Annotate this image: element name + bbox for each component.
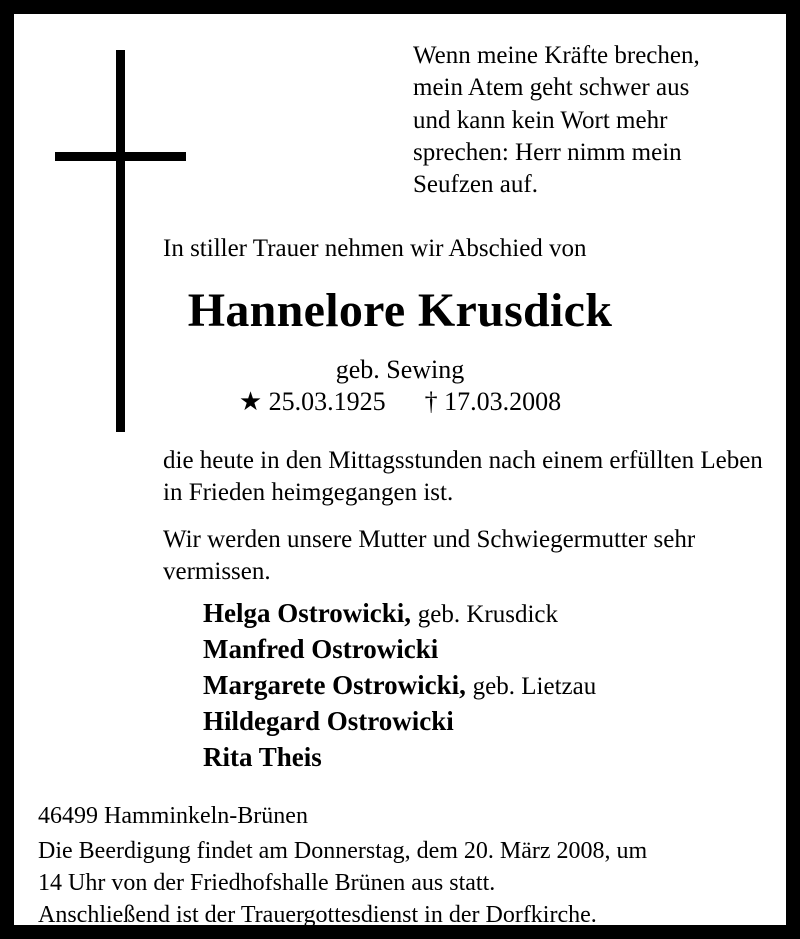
survivor-suffix: geb. Lietzau	[472, 672, 597, 700]
notice-inner-frame	[14, 14, 786, 929]
verse-line-2: mein Atem geht schwer aus	[413, 74, 690, 102]
paragraph-passing: die heute in den Mittagsstunden nach einem erfüllten Leben in Frieden heimgegangen ist.	[163, 447, 763, 507]
list-item	[203, 704, 800, 740]
funeral-line-2: 14 Uhr von der Friedhofshalle Brünen aus statt.	[38, 870, 496, 897]
memorial-verse	[413, 40, 773, 201]
deceased-name: Hannelore Krusdick	[187, 284, 613, 337]
funeral-line-1: Die Beerdigung findet am Donnerstag, dem 20. März 2008, um	[38, 838, 648, 865]
verse-line-5: Seufzen auf.	[413, 171, 538, 198]
list-item	[203, 596, 800, 632]
paragraph-mourning: Wir werden unsere Mutter und Schwiegermutter sehr vermissen.	[163, 525, 696, 585]
funeral-details	[38, 800, 790, 932]
list-item	[203, 668, 800, 704]
survivor-suffix: geb. Krusdick	[417, 601, 558, 628]
body-text	[163, 445, 783, 602]
list-item	[203, 740, 800, 776]
death-date: † 17.03.2008	[424, 387, 562, 416]
life-dates	[18, 387, 782, 417]
list-item	[203, 632, 800, 668]
survivor-name: Rita Theis	[203, 741, 322, 772]
survivors-list	[203, 596, 800, 776]
maiden-name: geb. Sewing	[335, 355, 465, 384]
intro-line: In stiller Trauer nehmen wir Abschied von	[163, 235, 587, 262]
verse-line-1: Wenn meine Kräfte brechen,	[413, 42, 700, 69]
survivor-name: Manfred Ostrowicki	[203, 633, 439, 664]
address-line: 46499 Hamminkeln-Brünen	[38, 803, 308, 829]
survivor-name: Margarete Ostrowicki,	[203, 669, 466, 700]
funeral-line-3: Anschließend ist der Trauergottesdienst in der Dorfkirche.	[38, 902, 597, 929]
birth-date: ★ 25.03.1925	[238, 387, 386, 416]
cross-horizontal-bar	[55, 152, 186, 161]
survivor-name: Helga Ostrowicki,	[203, 598, 411, 628]
survivor-name: Hildegard Ostrowicki	[203, 705, 454, 736]
verse-line-3: und kann kein Wort mehr	[413, 106, 668, 134]
verse-line-4: sprechen: Herr nimm mein	[413, 138, 682, 166]
